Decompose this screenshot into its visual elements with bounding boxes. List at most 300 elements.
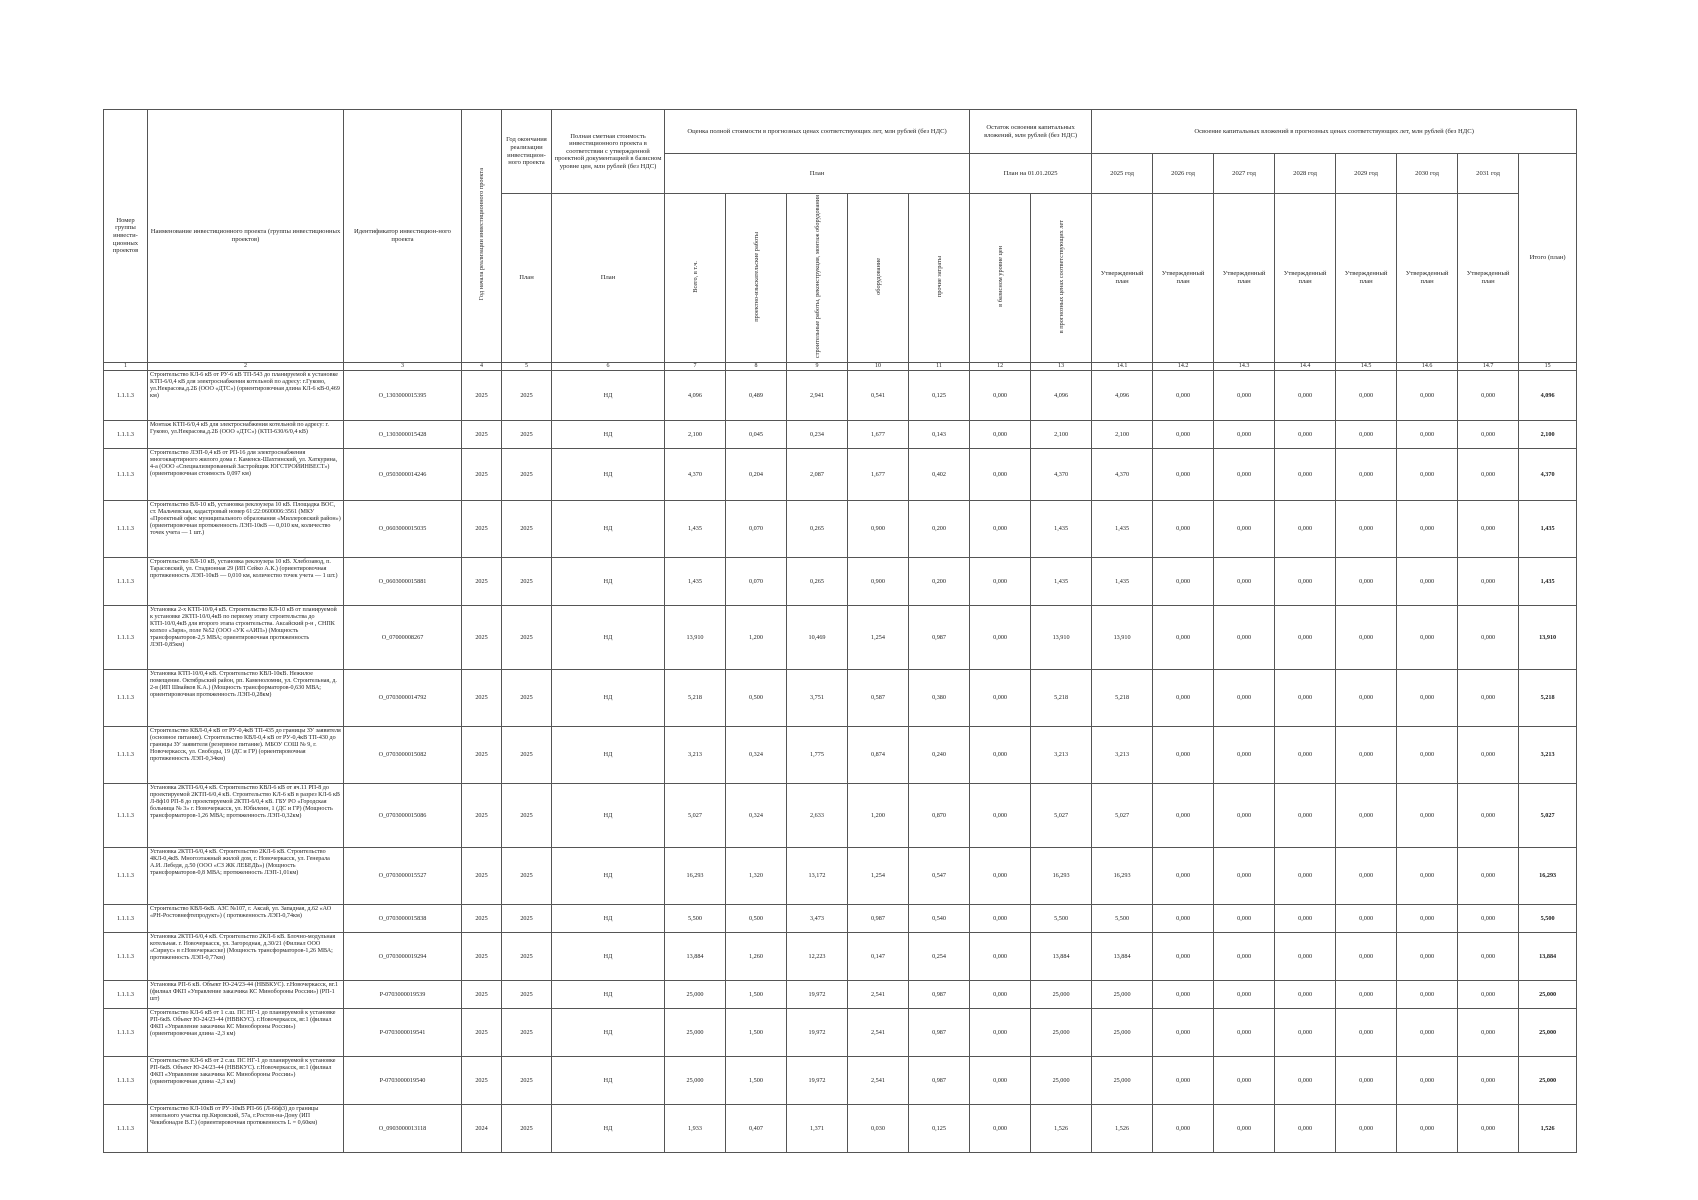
end-year-cell: 2025 (502, 904, 552, 932)
pir-cost-cell: 1,260 (726, 932, 787, 980)
grand-total-cell: 13,910 (1519, 605, 1577, 669)
header-plan-on-date: План на 01.01.2025 (970, 154, 1092, 194)
total-cost-cell: 25,000 (665, 1008, 726, 1056)
remaining-base-cell: 0,000 (970, 726, 1031, 783)
plan-2027-cell: 0,000 (1214, 980, 1275, 1008)
smr-cost-cell: 3,751 (787, 669, 848, 726)
plan-2030-cell: 0,000 (1397, 783, 1458, 847)
plan-2027-cell: 0,000 (1214, 605, 1275, 669)
plan-2031-cell: 0,000 (1458, 980, 1519, 1008)
grand-total-cell: 5,218 (1519, 669, 1577, 726)
remaining-base-cell: 0,000 (970, 847, 1031, 904)
plan-2028-cell: 0,000 (1275, 669, 1336, 726)
remaining-forecast-cell: 2,100 (1031, 420, 1092, 448)
plan-2028-cell: 0,000 (1275, 783, 1336, 847)
plan-2025-cell: 4,370 (1092, 448, 1153, 500)
project-name-cell: Строительство КЛ-6 кВ от 1 с.ш. ПС НГ-1 до планируемой к установке РП-6кВ. Объект Ю-24/23-44 (НВВКУС). г.Новочеркасск, вг.1 (филиал ФКП «Управление заказчика КС Минобороны России») (ориентировочная длина -2,3 км) (148, 1008, 344, 1056)
plan-2029-cell: 0,000 (1336, 932, 1397, 980)
other-cost-cell: 0,402 (909, 448, 970, 500)
total-cost-cell: 5,027 (665, 783, 726, 847)
plan-2026-cell: 0,000 (1153, 448, 1214, 500)
group-number-cell: 1.1.1.3 (104, 557, 148, 605)
grand-total-cell: 25,000 (1519, 1056, 1577, 1104)
plan-2025-cell: 1,435 (1092, 500, 1153, 557)
other-cost-cell: 0,380 (909, 669, 970, 726)
equipment-cost-cell: 1,677 (848, 448, 909, 500)
identifier-cell: О_0703000019294 (344, 932, 462, 980)
table-row (104, 904, 1577, 932)
plan-2030-cell: 0,000 (1397, 500, 1458, 557)
header-total: Итого (план) (1519, 154, 1577, 363)
header-sub-pir: проектно-изыскательские работы (726, 194, 787, 363)
pir-cost-cell: 0,045 (726, 420, 787, 448)
end-year-cell: 2025 (502, 1008, 552, 1056)
smr-cost-cell: 1,371 (787, 1104, 848, 1152)
full-cost-cell: НД (552, 847, 665, 904)
remaining-forecast-cell: 4,096 (1031, 370, 1092, 420)
total-cost-cell: 5,500 (665, 904, 726, 932)
total-cost-cell: 5,218 (665, 669, 726, 726)
equipment-cost-cell: 0,900 (848, 500, 909, 557)
plan-2025-cell: 1,526 (1092, 1104, 1153, 1152)
column-number-cell: 14.2 (1153, 362, 1214, 370)
project-name-cell: Строительство КВЛ-6кВ. АЗС №107, г. Аксай, ул. Западная, д.62 «АО «РН-Ростовнефтепродукт») ( протяженность ЛЭП-0,74км) (148, 904, 344, 932)
remaining-base-cell: 0,000 (970, 980, 1031, 1008)
header-project-name: Наименование инвестиционного проекта (группы инвестиционных проектов) (148, 110, 344, 363)
plan-2031-cell: 0,000 (1458, 847, 1519, 904)
group-number-cell: 1.1.1.3 (104, 420, 148, 448)
column-number-cell: 15 (1519, 362, 1577, 370)
header-estimate-plan: План (665, 154, 970, 194)
plan-2029-cell: 0,000 (1336, 783, 1397, 847)
plan-2027-cell: 0,000 (1214, 557, 1275, 605)
start-year-cell: 2025 (462, 448, 502, 500)
plan-2027-cell: 0,000 (1214, 904, 1275, 932)
header-sub-base: в базисном уровне цен (970, 194, 1031, 363)
plan-2031-cell: 0,000 (1458, 1008, 1519, 1056)
end-year-cell: 2025 (502, 669, 552, 726)
end-year-cell: 2025 (502, 1104, 552, 1152)
plan-2028-cell: 0,000 (1275, 726, 1336, 783)
column-number-cell: 6 (552, 362, 665, 370)
remaining-base-cell: 0,000 (970, 669, 1031, 726)
column-number-cell: 3 (344, 362, 462, 370)
remaining-forecast-cell: 25,000 (1031, 980, 1092, 1008)
grand-total-cell: 25,000 (1519, 980, 1577, 1008)
full-cost-cell: НД (552, 448, 665, 500)
equipment-cost-cell: 0,030 (848, 1104, 909, 1152)
header-sub-other: прочие затраты (909, 194, 970, 363)
plan-2027-cell: 0,000 (1214, 726, 1275, 783)
column-number-row (104, 362, 1577, 370)
remaining-forecast-cell: 5,027 (1031, 783, 1092, 847)
other-cost-cell: 0,143 (909, 420, 970, 448)
table-row (104, 1056, 1577, 1104)
total-cost-cell: 1,435 (665, 557, 726, 605)
total-cost-cell: 4,370 (665, 448, 726, 500)
plan-2025-cell: 3,213 (1092, 726, 1153, 783)
project-name-cell: Строительство ВЛ-10 кВ, установка реклоузера 10 кВ. Хлебозавод, п. Тарасовский, ул. Стадионная 29 (ИП Сейко А.К.) (ориентировочная протяженность ЛЭП-10кВ — 0,010 км, количество точек учета — 1 шт.) (148, 557, 344, 605)
header-estimate: Оценка полной стоимости в прогнозных ценах соответствующих лет, млн рублей (без НДС) (665, 110, 970, 154)
smr-cost-cell: 0,234 (787, 420, 848, 448)
plan-2027-cell: 0,000 (1214, 448, 1275, 500)
plan-2031-cell: 0,000 (1458, 932, 1519, 980)
pir-cost-cell: 0,324 (726, 726, 787, 783)
pir-cost-cell: 1,500 (726, 980, 787, 1008)
header-year-2029: 2029 год (1336, 154, 1397, 194)
remaining-forecast-cell: 13,884 (1031, 932, 1092, 980)
other-cost-cell: 0,987 (909, 605, 970, 669)
smr-cost-cell: 12,223 (787, 932, 848, 980)
grand-total-cell: 3,213 (1519, 726, 1577, 783)
plan-2027-cell: 0,000 (1214, 500, 1275, 557)
plan-2027-cell: 0,000 (1214, 1008, 1275, 1056)
group-number-cell: 1.1.1.3 (104, 904, 148, 932)
identifier-cell: О_0703000015527 (344, 847, 462, 904)
pir-cost-cell: 0,204 (726, 448, 787, 500)
full-cost-cell: НД (552, 370, 665, 420)
column-number-cell: 5 (502, 362, 552, 370)
project-name-cell: Строительство КЛ-6 кВ от 2 с.ш. ПС НГ-1 до планируемой к установке РП-6кВ. Объект Ю-24/23-44 (НВВКУС). г.Новочеркасск, вг.1 (филиал ФКП «Управление заказчика КС Минобороны России») (ориентировочная длина -2,3 км) (148, 1056, 344, 1104)
end-year-cell: 2025 (502, 932, 552, 980)
full-cost-cell: НД (552, 932, 665, 980)
column-number-cell: 7 (665, 362, 726, 370)
plan-2029-cell: 0,000 (1336, 448, 1397, 500)
header-sub-smr: строительные работы, реконструкция, монтаж оборудования (787, 194, 848, 363)
table-row (104, 980, 1577, 1008)
project-name-cell: Установка 2КТП-6/0,4 кВ. Строительство 2КЛ-6 кВ. Строительство 4КЛ-0,4кВ. Многоэтажный жилой дом, г. Новочеркасск, ул. Генерала А.И. Лебедя, д.50 (ООО «СЗ ЖК ЛЕБЕДЬ») (Мощность трансформаторов-0,8 МВА; протяженность ЛЭП-1,01км) (148, 847, 344, 904)
equipment-cost-cell: 2,541 (848, 1056, 909, 1104)
column-number-cell: 14.6 (1397, 362, 1458, 370)
project-name-cell: Строительство ВЛ-10 кВ, установка реклоузера 10 кВ. Площадка ВОС, ст. Мальчевская, кадастровый номер 61:22:0600006:3561 (МКУ «Проектный офис муниципального образования «Миллеровский район»)(ориентировочная протяженность ЛЭП-10кВ — 0,010 км, количество точек учета — 1 шт.) (148, 500, 344, 557)
table-row (104, 500, 1577, 557)
header-sub-total: Всего, в т.ч. (665, 194, 726, 363)
header-start-year: Год начала реализации инвестиционного проекта (462, 110, 502, 363)
pir-cost-cell: 1,500 (726, 1008, 787, 1056)
header-year-2026: 2026 год (1153, 154, 1214, 194)
header-group-number: Номер группы инвести-ционных проектов (104, 110, 148, 363)
plan-2026-cell: 0,000 (1153, 605, 1214, 669)
plan-2027-cell: 0,000 (1214, 783, 1275, 847)
grand-total-cell: 25,000 (1519, 1008, 1577, 1056)
project-name-cell: Установка КТП-10/0,4 кВ. Строительство КВЛ-10кВ. Нежилое помещение. Октябрьский район, рп. Каменоломни, ул. Строительная, д. 2-в (ИП Швайков К.А.) (Мощность трансформаторов-0,630 МВА; ориентировочная протяженность ЛЭП-0,28км) (148, 669, 344, 726)
group-number-cell: 1.1.1.3 (104, 932, 148, 980)
plan-2029-cell: 0,000 (1336, 1104, 1397, 1152)
header-remaining: Остаток освоения капитальных вложений, млн рублей (без НДС) (970, 110, 1092, 154)
total-cost-cell: 4,096 (665, 370, 726, 420)
project-name-cell: Строительство КЛ-6 кВ от РУ-6 кВ ТП-543 до планируемой к установке КТП-6/0,4 кВ для электроснабжения котельной по адресу: г.Гуково, ул.Некрасова,д.2Б (ООО «ДТС») (ориентировочная длина КЛ-6 кВ-0,469 км) (148, 370, 344, 420)
header-approved-2029: Утвержденный план (1336, 194, 1397, 363)
start-year-cell: 2025 (462, 904, 502, 932)
smr-cost-cell: 19,972 (787, 980, 848, 1008)
header-end-year: Год окончания реализации инвестицион-ного проекта (502, 110, 552, 194)
header-full-cost-plan: План (552, 194, 665, 363)
group-number-cell: 1.1.1.3 (104, 669, 148, 726)
smr-cost-cell: 10,469 (787, 605, 848, 669)
remaining-forecast-cell: 1,526 (1031, 1104, 1092, 1152)
equipment-cost-cell: 0,900 (848, 557, 909, 605)
start-year-cell: 2025 (462, 500, 502, 557)
table-row (104, 847, 1577, 904)
total-cost-cell: 13,910 (665, 605, 726, 669)
remaining-base-cell: 0,000 (970, 1056, 1031, 1104)
full-cost-cell: НД (552, 669, 665, 726)
start-year-cell: 2025 (462, 980, 502, 1008)
plan-2025-cell: 16,293 (1092, 847, 1153, 904)
identifier-cell: О_0603000015035 (344, 500, 462, 557)
start-year-cell: 2024 (462, 1104, 502, 1152)
plan-2028-cell: 0,000 (1275, 904, 1336, 932)
pir-cost-cell: 0,324 (726, 783, 787, 847)
project-name-cell: Монтаж КТП-6/0,4 кВ для электроснабжения котельной по адресу: г. Гуково, ул.Некрасова,д.2Б (ООО «ДТС») (КТП-630/6/0,4 кВ) (148, 420, 344, 448)
remaining-forecast-cell: 16,293 (1031, 847, 1092, 904)
header-identifier: Идентификатор инвестицион-ного проекта (344, 110, 462, 363)
plan-2031-cell: 0,000 (1458, 605, 1519, 669)
group-number-cell: 1.1.1.3 (104, 980, 148, 1008)
table-body (104, 370, 1577, 1152)
plan-2029-cell: 0,000 (1336, 669, 1397, 726)
plan-2029-cell: 0,000 (1336, 420, 1397, 448)
column-number-cell: 9 (787, 362, 848, 370)
start-year-cell: 2025 (462, 1008, 502, 1056)
start-year-cell: 2025 (462, 605, 502, 669)
grand-total-cell: 16,293 (1519, 847, 1577, 904)
remaining-forecast-cell: 4,370 (1031, 448, 1092, 500)
plan-2027-cell: 0,000 (1214, 420, 1275, 448)
plan-2029-cell: 0,000 (1336, 904, 1397, 932)
remaining-forecast-cell: 1,435 (1031, 557, 1092, 605)
remaining-base-cell: 0,000 (970, 783, 1031, 847)
start-year-cell: 2025 (462, 726, 502, 783)
other-cost-cell: 0,125 (909, 370, 970, 420)
table-row (104, 726, 1577, 783)
full-cost-cell: НД (552, 1056, 665, 1104)
column-number-cell: 8 (726, 362, 787, 370)
plan-2025-cell: 5,027 (1092, 783, 1153, 847)
pir-cost-cell: 0,070 (726, 500, 787, 557)
remaining-base-cell: 0,000 (970, 1104, 1031, 1152)
plan-2025-cell: 13,910 (1092, 605, 1153, 669)
full-cost-cell: НД (552, 500, 665, 557)
remaining-base-cell: 0,000 (970, 557, 1031, 605)
remaining-forecast-cell: 13,910 (1031, 605, 1092, 669)
group-number-cell: 1.1.1.3 (104, 605, 148, 669)
plan-2026-cell: 0,000 (1153, 1104, 1214, 1152)
smr-cost-cell: 1,775 (787, 726, 848, 783)
plan-2026-cell: 0,000 (1153, 370, 1214, 420)
header-sub-forecast: в прогнозных ценах соответствующих лет (1031, 194, 1092, 363)
end-year-cell: 2025 (502, 783, 552, 847)
remaining-base-cell: 0,000 (970, 904, 1031, 932)
other-cost-cell: 0,125 (909, 1104, 970, 1152)
plan-2031-cell: 0,000 (1458, 420, 1519, 448)
column-number-cell: 1 (104, 362, 148, 370)
end-year-cell: 2025 (502, 726, 552, 783)
plan-2026-cell: 0,000 (1153, 932, 1214, 980)
smr-cost-cell: 3,473 (787, 904, 848, 932)
plan-2030-cell: 0,000 (1397, 980, 1458, 1008)
identifier-cell: О_0703000015086 (344, 783, 462, 847)
column-number-cell: 14.5 (1336, 362, 1397, 370)
end-year-cell: 2025 (502, 420, 552, 448)
project-name-cell: Установка 2КТП-6/0,4 кВ. Строительство 2КЛ-6 кВ. Блочно-модульная котельная. г. Новочеркасск, ул. Загородная, д.30/21 (Филиал ООО «Сириус» в г.Новочеркасске) (Мощность трансформаторов-1,26 МВА; протяженность ЛЭП-0,77км) (148, 932, 344, 980)
header-approved-2025: Утвержденный план (1092, 194, 1153, 363)
remaining-forecast-cell: 25,000 (1031, 1008, 1092, 1056)
identifier-cell: О_1303000015395 (344, 370, 462, 420)
table-row (104, 932, 1577, 980)
table-row (104, 370, 1577, 420)
other-cost-cell: 0,870 (909, 783, 970, 847)
column-number-cell: 11 (909, 362, 970, 370)
group-number-cell: 1.1.1.3 (104, 1104, 148, 1152)
smr-cost-cell: 19,972 (787, 1008, 848, 1056)
group-number-cell: 1.1.1.3 (104, 1008, 148, 1056)
header-year-2027: 2027 год (1214, 154, 1275, 194)
total-cost-cell: 1,435 (665, 500, 726, 557)
other-cost-cell: 0,547 (909, 847, 970, 904)
start-year-cell: 2025 (462, 669, 502, 726)
table-row (104, 1104, 1577, 1152)
equipment-cost-cell: 0,874 (848, 726, 909, 783)
smr-cost-cell: 2,087 (787, 448, 848, 500)
equipment-cost-cell: 1,254 (848, 847, 909, 904)
smr-cost-cell: 0,265 (787, 500, 848, 557)
pir-cost-cell: 1,320 (726, 847, 787, 904)
total-cost-cell: 1,933 (665, 1104, 726, 1152)
pir-cost-cell: 0,500 (726, 904, 787, 932)
remaining-forecast-cell: 5,500 (1031, 904, 1092, 932)
plan-2030-cell: 0,000 (1397, 448, 1458, 500)
identifier-cell: О_0703000015082 (344, 726, 462, 783)
plan-2028-cell: 0,000 (1275, 605, 1336, 669)
identifier-cell: О_1303000015428 (344, 420, 462, 448)
plan-2030-cell: 0,000 (1397, 370, 1458, 420)
full-cost-cell: НД (552, 1104, 665, 1152)
plan-2028-cell: 0,000 (1275, 448, 1336, 500)
plan-2028-cell: 0,000 (1275, 420, 1336, 448)
full-cost-cell: НД (552, 1008, 665, 1056)
plan-2030-cell: 0,000 (1397, 1104, 1458, 1152)
project-name-cell: Строительство КЛ-10кВ от РУ-10кВ РП-66 (Л-66ф3) до границы земельного участка пр.Кировский, 57а, г.Ростов-на-Дону (ИП Чекибонадзе В.Г.) (ориентировочная протяженность L = 0,60км) (148, 1104, 344, 1152)
plan-2030-cell: 0,000 (1397, 904, 1458, 932)
remaining-base-cell: 0,000 (970, 1008, 1031, 1056)
start-year-cell: 2025 (462, 370, 502, 420)
equipment-cost-cell: 2,541 (848, 1008, 909, 1056)
equipment-cost-cell: 2,541 (848, 980, 909, 1008)
grand-total-cell: 4,096 (1519, 370, 1577, 420)
plan-2027-cell: 0,000 (1214, 370, 1275, 420)
identifier-cell: Р-0703000019541 (344, 1008, 462, 1056)
plan-2029-cell: 0,000 (1336, 726, 1397, 783)
header-approved-2028: Утвержденный план (1275, 194, 1336, 363)
plan-2028-cell: 0,000 (1275, 1056, 1336, 1104)
header-approved-2027: Утвержденный план (1214, 194, 1275, 363)
header-year-2031: 2031 год (1458, 154, 1519, 194)
plan-2025-cell: 5,218 (1092, 669, 1153, 726)
plan-2028-cell: 0,000 (1275, 847, 1336, 904)
full-cost-cell: НД (552, 904, 665, 932)
column-number-cell: 14.1 (1092, 362, 1153, 370)
plan-2026-cell: 0,000 (1153, 669, 1214, 726)
column-number-cell: 10 (848, 362, 909, 370)
plan-2026-cell: 0,000 (1153, 726, 1214, 783)
column-number-cell: 14.4 (1275, 362, 1336, 370)
plan-2031-cell: 0,000 (1458, 669, 1519, 726)
plan-2030-cell: 0,000 (1397, 605, 1458, 669)
smr-cost-cell: 0,265 (787, 557, 848, 605)
plan-2029-cell: 0,000 (1336, 1008, 1397, 1056)
remaining-base-cell: 0,000 (970, 932, 1031, 980)
table-row (104, 783, 1577, 847)
end-year-cell: 2025 (502, 1056, 552, 1104)
other-cost-cell: 0,987 (909, 980, 970, 1008)
plan-2030-cell: 0,000 (1397, 932, 1458, 980)
header-approved-2030: Утвержденный план (1397, 194, 1458, 363)
plan-2026-cell: 0,000 (1153, 500, 1214, 557)
pir-cost-cell: 0,407 (726, 1104, 787, 1152)
start-year-cell: 2025 (462, 557, 502, 605)
smr-cost-cell: 2,633 (787, 783, 848, 847)
plan-2030-cell: 0,000 (1397, 420, 1458, 448)
table-row (104, 605, 1577, 669)
smr-cost-cell: 2,941 (787, 370, 848, 420)
other-cost-cell: 0,254 (909, 932, 970, 980)
plan-2029-cell: 0,000 (1336, 980, 1397, 1008)
plan-2027-cell: 0,000 (1214, 1056, 1275, 1104)
project-name-cell: Установка 2КТП-6/0,4 кВ. Строительство КВЛ-6 кВ от яч.11 РП-8 до проектируемой 2КТП-6/0,4 кВ. Строительство КЛ-6 кВ в разрез КЛ-6 кВ Л-8ф10 РП-8 до проектируемой 2КТП-6/0,4 кВ. ГБУ РО «Городская больница № 3» г. Новочеркасск, ул. Юбилеин, 1 (ДС и ГР) (Мощность трансформаторов-1,26 МВА; протяженность ЛЭП-0,32км) (148, 783, 344, 847)
remaining-forecast-cell: 3,213 (1031, 726, 1092, 783)
total-cost-cell: 16,293 (665, 847, 726, 904)
equipment-cost-cell: 0,147 (848, 932, 909, 980)
grand-total-cell: 5,027 (1519, 783, 1577, 847)
plan-2025-cell: 2,100 (1092, 420, 1153, 448)
grand-total-cell: 4,370 (1519, 448, 1577, 500)
equipment-cost-cell: 0,587 (848, 669, 909, 726)
plan-2031-cell: 0,000 (1458, 783, 1519, 847)
plan-2031-cell: 0,000 (1458, 1104, 1519, 1152)
remaining-base-cell: 0,000 (970, 420, 1031, 448)
smr-cost-cell: 13,172 (787, 847, 848, 904)
pir-cost-cell: 1,200 (726, 605, 787, 669)
end-year-cell: 2025 (502, 500, 552, 557)
plan-2031-cell: 0,000 (1458, 448, 1519, 500)
header-end-plan: План (502, 194, 552, 363)
smr-cost-cell: 19,972 (787, 1056, 848, 1104)
full-cost-cell: НД (552, 557, 665, 605)
plan-2031-cell: 0,000 (1458, 557, 1519, 605)
plan-2028-cell: 0,000 (1275, 980, 1336, 1008)
plan-2029-cell: 0,000 (1336, 847, 1397, 904)
investment-projects-table (103, 109, 1577, 1153)
identifier-cell: О_0703000014792 (344, 669, 462, 726)
plan-2030-cell: 0,000 (1397, 847, 1458, 904)
identifier-cell: О_0703000015838 (344, 904, 462, 932)
plan-2031-cell: 0,000 (1458, 500, 1519, 557)
plan-2029-cell: 0,000 (1336, 500, 1397, 557)
start-year-cell: 2025 (462, 932, 502, 980)
plan-2027-cell: 0,000 (1214, 1104, 1275, 1152)
column-number-cell: 13 (1031, 362, 1092, 370)
other-cost-cell: 0,987 (909, 1056, 970, 1104)
plan-2031-cell: 0,000 (1458, 370, 1519, 420)
plan-2029-cell: 0,000 (1336, 370, 1397, 420)
header-year-2030: 2030 год (1397, 154, 1458, 194)
plan-2025-cell: 25,000 (1092, 1056, 1153, 1104)
grand-total-cell: 13,884 (1519, 932, 1577, 980)
full-cost-cell: НД (552, 420, 665, 448)
project-name-cell: Установка РП-6 кВ. Объект Ю-24/23-44 (НВВКУС). г.Новочеркасск, вг.1 (филиал ФКП «Управление заказчика КС Минобороны России») (РП-1 шт) (148, 980, 344, 1008)
full-cost-cell: НД (552, 726, 665, 783)
